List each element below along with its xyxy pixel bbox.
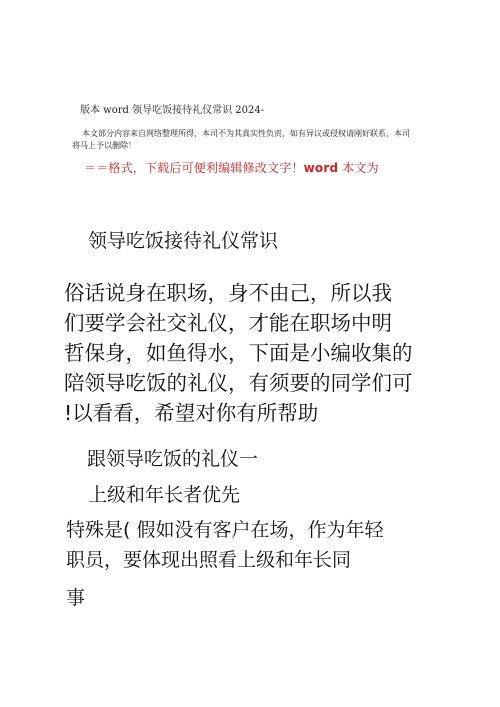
disclaimer-line: 本文部分内容来自网络整理所得，本司不为其真实性负责，如有异议或侵权请刚好联系，本司 [82,129,410,138]
subsection-heading: 上级和年长者优先 [88,484,241,506]
format-notice-suffix: 本文为 [338,161,379,175]
paragraph-tail: 事 [66,587,86,609]
format-notice-prefix: ＝＝格式，下载后可便利编辑修改文字！ [84,161,304,175]
body-paragraph [66,515,446,575]
intro-paragraph [64,278,444,428]
document-header-title: 版本 word 领导吃饭接待礼仪常识 2024- [80,105,265,116]
format-notice-bold: word [303,161,339,175]
paragraph-line: !以看看，希望对你有所帮助 [64,401,319,425]
disclaimer-text [72,128,444,152]
format-notice [84,159,379,176]
paragraph-line: 陪领导吃饭的礼仪，有须要的同学们可 [64,371,413,395]
paragraph-line: 俗话说身在职场，身不由己，所以我 [64,281,392,305]
document-title: 领导吃饭接待礼仪常识 [88,230,279,252]
paragraph-line: 们要学会社交礼仪，才能在职场中明 [64,311,392,335]
paragraph-line: 特殊是( 假如没有客户在场，作为年轻 [66,519,384,541]
disclaimer-line: 将马上予以删除！ [72,141,136,150]
paragraph-line: 职员，要体现出照看上级和年长同 [66,549,352,571]
paragraph-line: 哲保身，如鱼得水，下面是小编收集的 [64,341,413,365]
section-heading: 跟领导吃饭的礼仪一 [87,448,259,470]
